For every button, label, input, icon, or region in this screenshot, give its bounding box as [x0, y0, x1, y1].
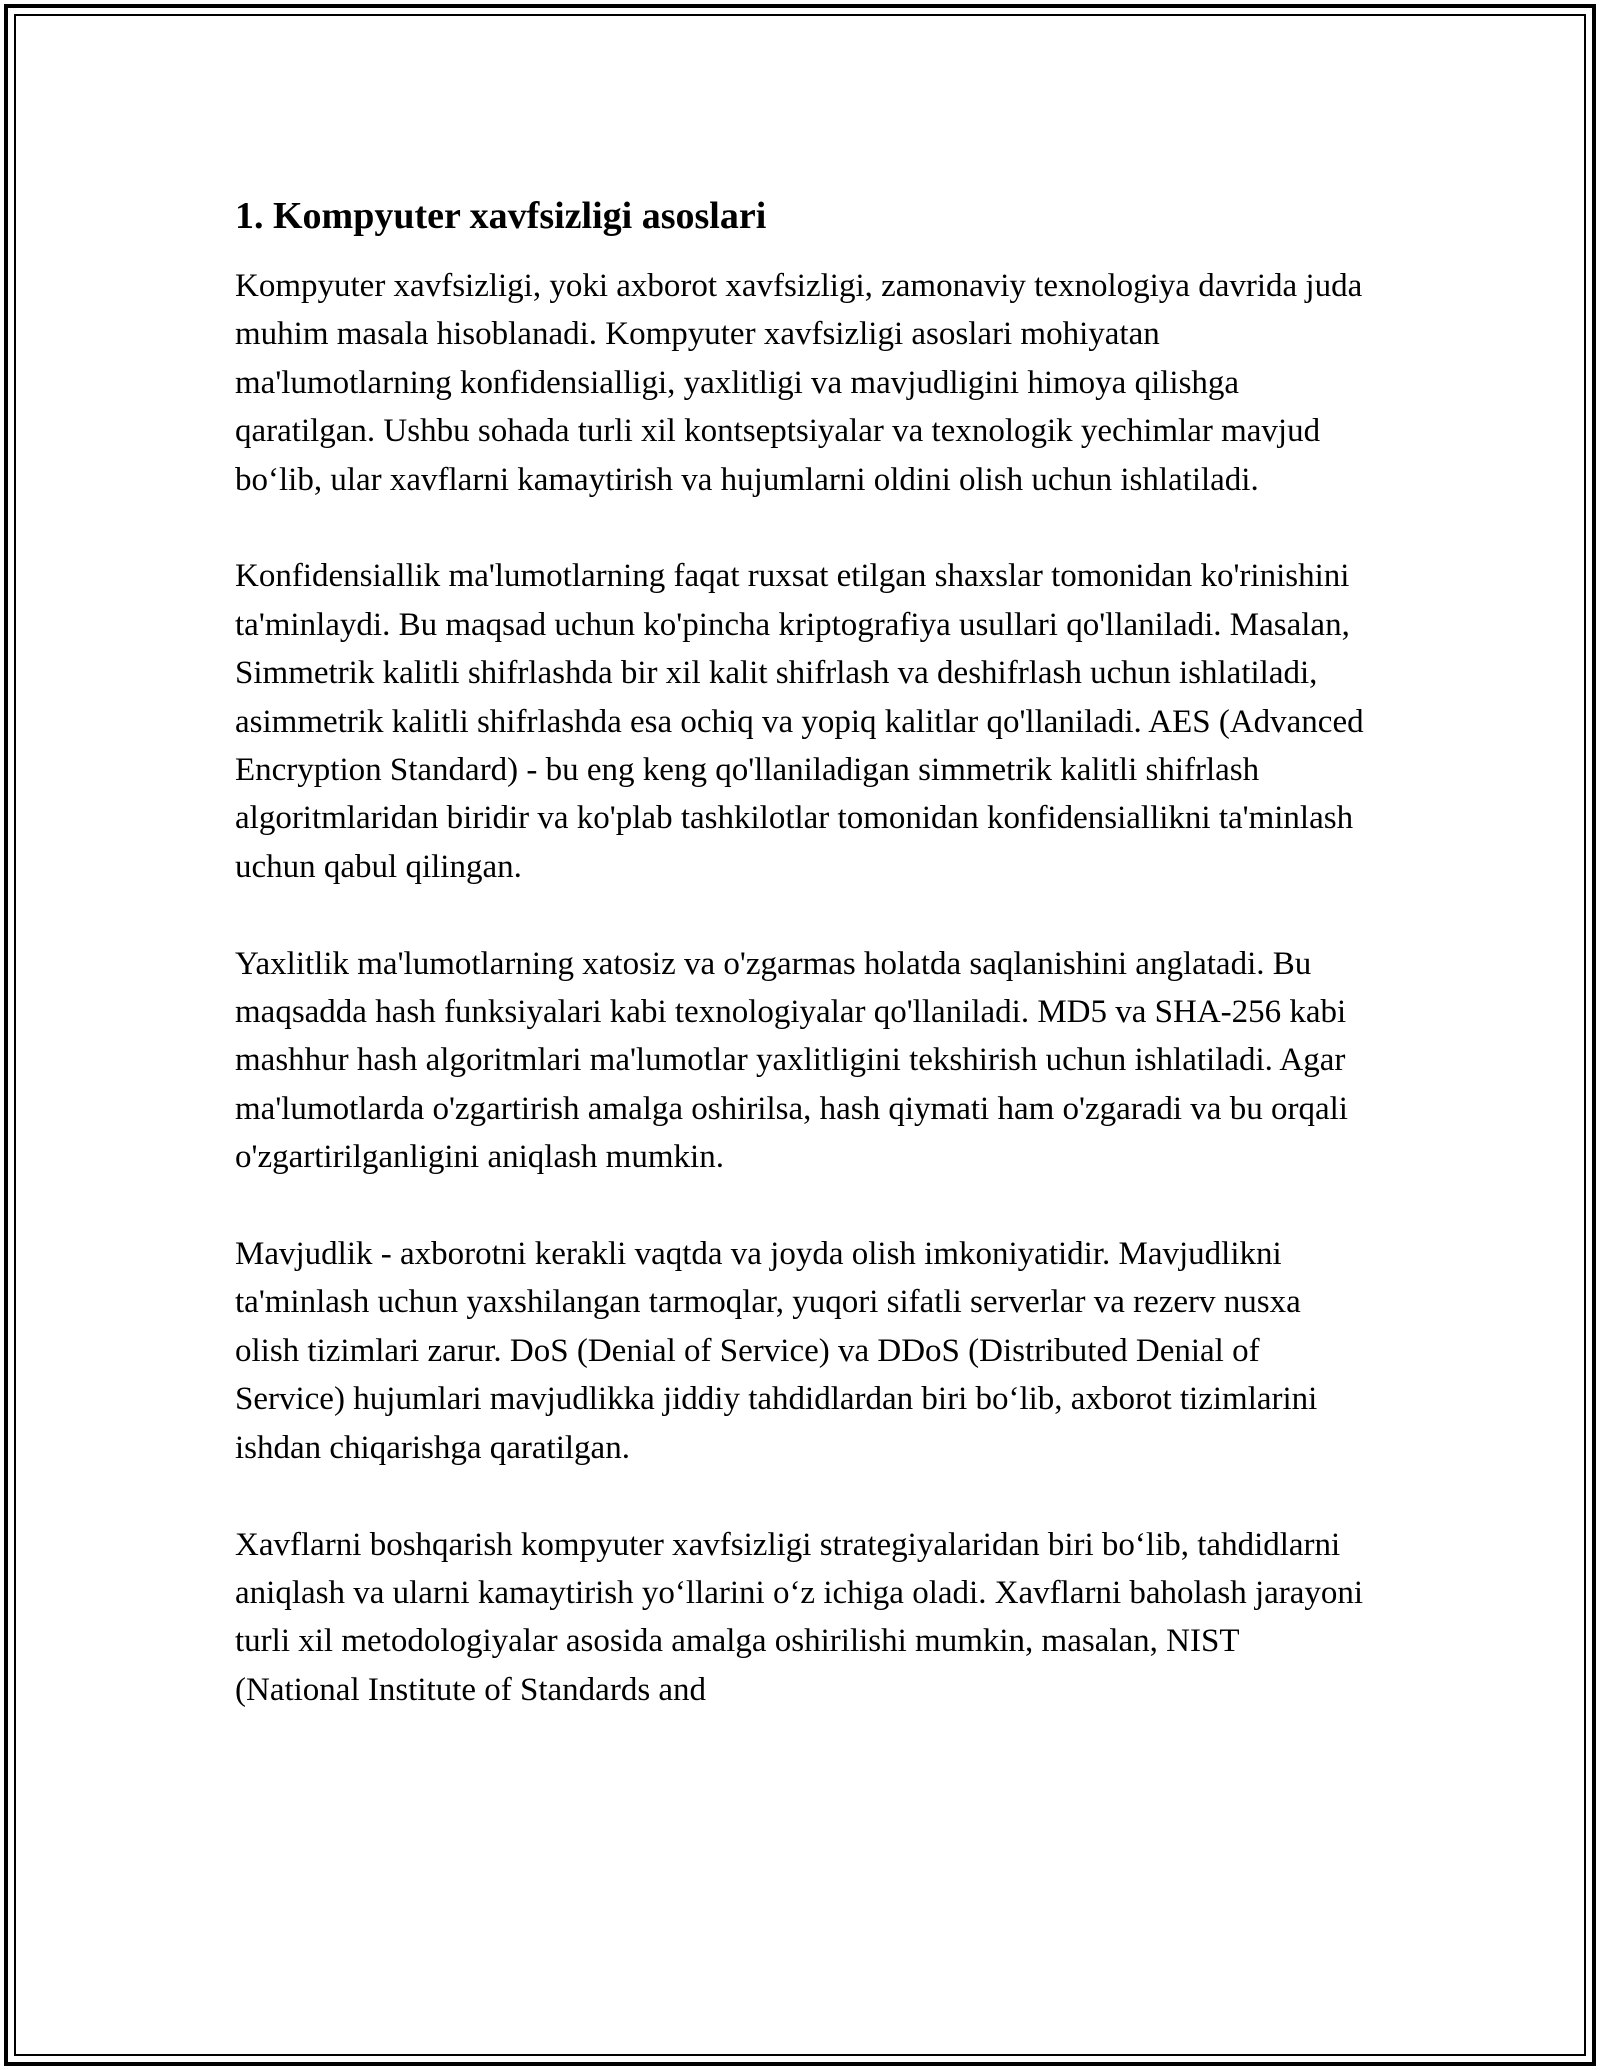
section-heading: 1. Kompyuter xavfsizligi asoslari: [235, 195, 767, 237]
paragraph-confidentiality: Konfidensiallik ma'lumotlarning faqat ruxsat etilgan shaxslar tomonidan ko'rinishini ta'minlaydi. Bu maqsad uchun ko'pincha kriptografiya usullari qo'llaniladi. Masalan, Simmetrik kalitli shifrlashda bir xil kalit shifrlash va deshifrlash uchun ishlatiladi, asimmetrik kalitli shifrlashda esa ochiq va yopiq kalitlar qo'llaniladi. AES (Advanced Encryption Standard) - bu eng keng qo'llaniladigan simmetrik kalitli shifrlash algoritmlaridan biridir va ko'plab tashkilotlar tomonidan konfidensiallikni ta'minlash uchun qabul qilingan.: [235, 558, 1364, 885]
paragraph-integrity: Yaxlitlik ma'lumotlarning xatosiz va o'zgarmas holatda saqlanishini anglatadi. Bu maqsadda hash funksiyalari kabi texnologiyalar qo'llaniladi. MD5 va SHA-256 kabi mashhur hash algoritmlari ma'lumotlar yaxlitligini tekshirish uchun ishlatiladi. Agar ma'lumotlarda o'zgartirish amalga oshirilsa, hash qiymati ham o'zgaradi va bu orqali o'zgartirilganligini aniqlash mumkin.: [235, 945, 1348, 1176]
paragraph-risk-management: Xavflarni boshqarish kompyuter xavfsizligi strategiyalaridan biri bo‘lib, tahdidlarni aniqlash va ularni kamaytirish yo‘llarini o‘z ichiga oladi. Xavflarni baholash jarayoni turli xil metodologiyalar asosida amalga oshirilishi mumkin, masalan, NIST (National Institute of Standards and: [235, 1526, 1364, 1708]
paragraph-intro: Kompyuter xavfsizligi, yoki axborot xavfsizligi, zamonaviy texnologiya davrida juda muhim masala hisoblanadi. Kompyuter xavfsizligi asoslari mohiyatan ma'lumotlarning konfidensialligi, yaxlitligi va mavjudligini himoya qilishga qaratilgan. Ushbu sohada turli xil kontseptsiyalar va texnologik yechimlar mavjud bo‘lib, ular xavflarni kamaytirish va hujumlarni oldini olish uchun ishlatiladi.: [235, 268, 1363, 498]
paragraph-availability: Mavjudlik - axborotni kerakli vaqtda va joyda olish imkoniyatidir. Mavjudlikni ta'minlash uchun yaxshilangan tarmoqlar, yuqori sifatli serverlar va rezerv nusxa olish tizimlari zarur. DoS (Denial of Service) va DDoS (Distributed Denial of Service) hujumlari mavjudlikka jiddiy tahdidlardan biri bo‘lib, axborot tizimlarini ishdan chiqarishga qaratilgan.: [235, 1236, 1318, 1466]
document-body: [235, 180, 1365, 1763]
